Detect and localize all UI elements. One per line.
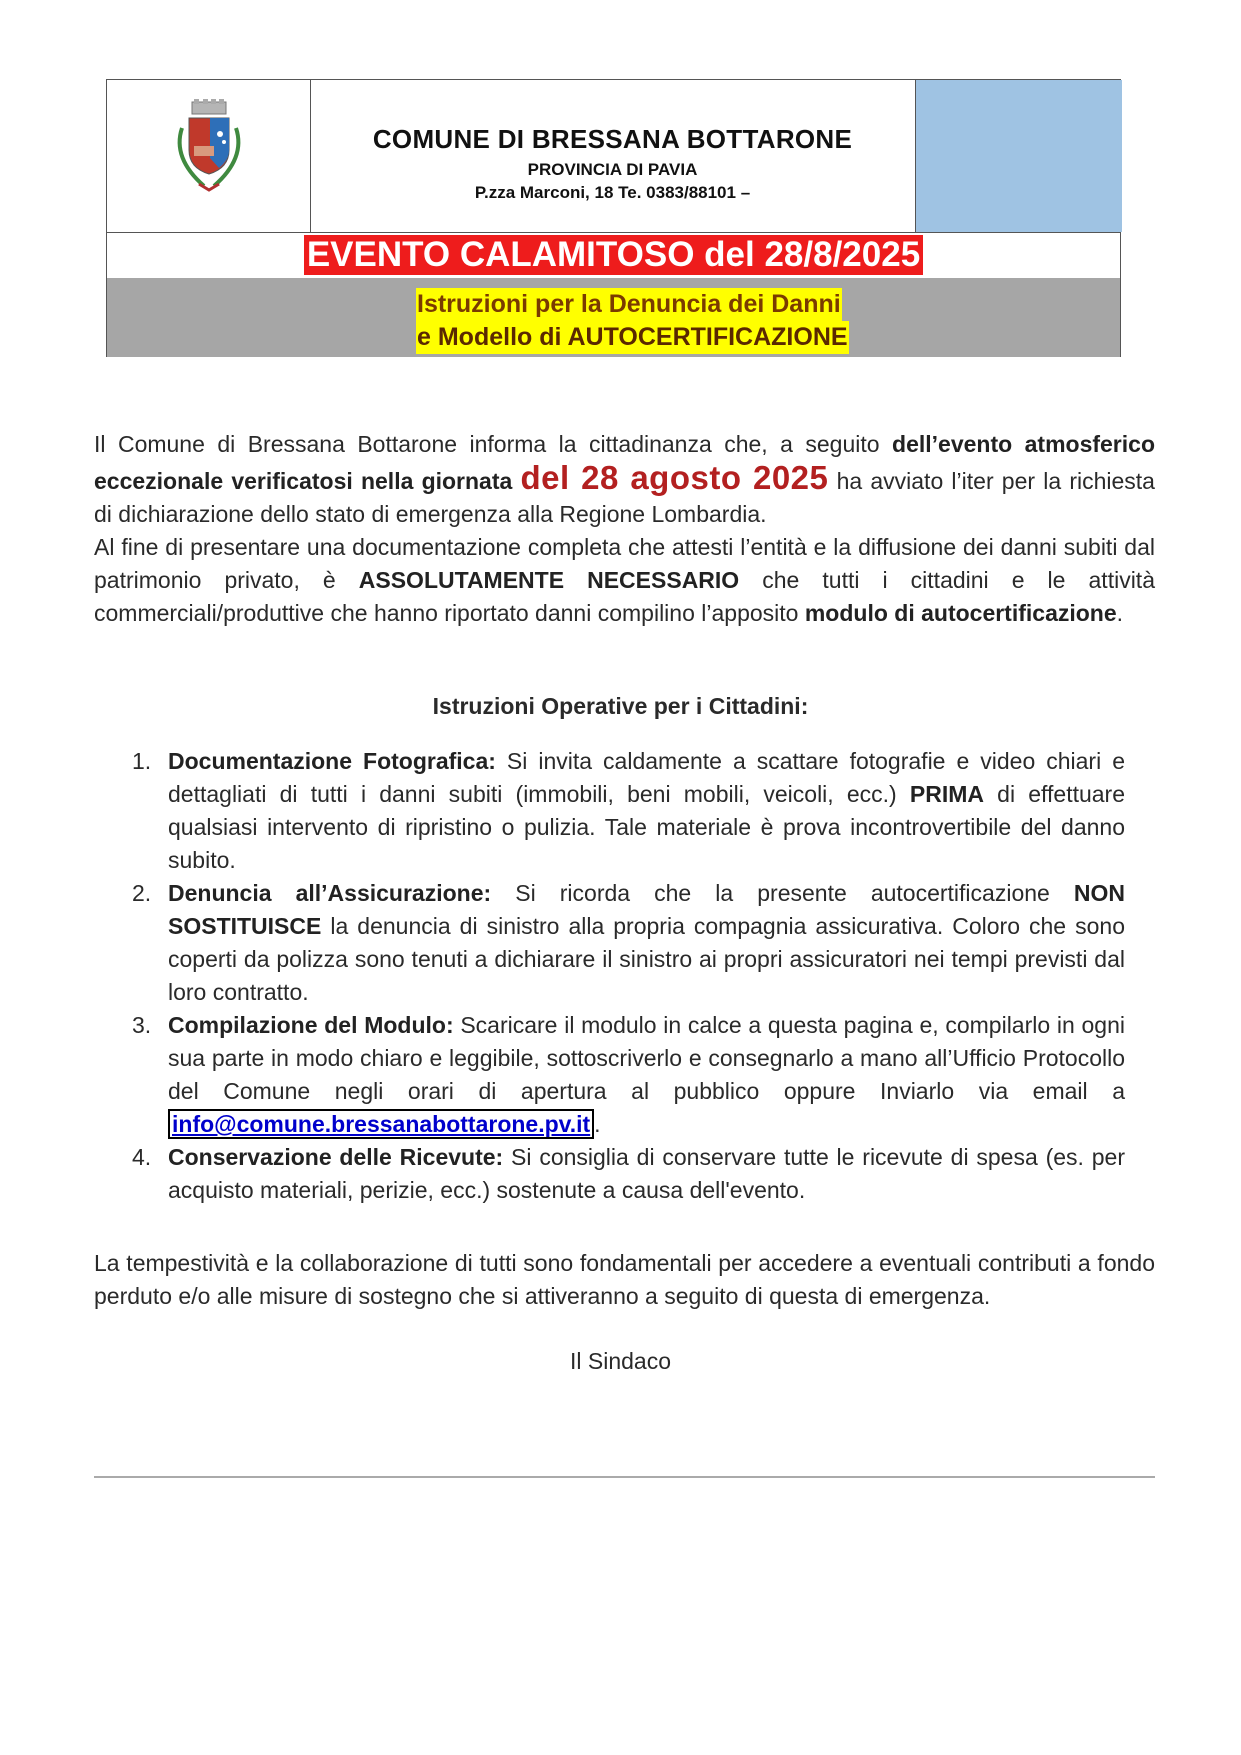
- list-item-title: Documentazione Fotografica:: [168, 748, 496, 774]
- intro-bold-text: modulo di autocertificazione: [804, 600, 1117, 626]
- subtitle-line-2: e Modello di AUTOCERTIFICAZIONE: [416, 321, 849, 354]
- list-item: [130, 1141, 1125, 1207]
- divider: [94, 1476, 1155, 1478]
- intro-text: che tutti i cittadini e le attività commerciali/produttive che hanno riportato danni compilino l’apposito: [94, 567, 1155, 626]
- intro-bold-text: ASSOLUTAMENTE NECESSARIO: [358, 567, 740, 593]
- list-item-bold: NON SOSTITUISCE: [168, 880, 1126, 939]
- list-item-title: Conservazione delle Ricevute:: [168, 1144, 504, 1170]
- coat-of-arms-logo: [164, 98, 254, 198]
- subtitle-row: [107, 278, 1120, 357]
- intro-text: Il Comune di Bressana Bottarone informa la cittadinanza che, a seguito: [94, 431, 893, 457]
- list-item-bold: PRIMA: [909, 781, 984, 807]
- signature: Il Sindaco: [569, 1348, 671, 1374]
- list-item: [130, 745, 1125, 877]
- list-item-text: la denuncia di sinistro alla propria compagnia assicurativa. Coloro che sono coperti da polizza sono tenuti a dichiarare il sinistro ai propri assicuratori nei tempi previsti dal loro contratto.: [168, 913, 1125, 1005]
- intro-text: ha avviato l’iter per la richiesta di dichiarazione dello stato di emergenza alla Regione Lombardia.: [94, 468, 1155, 527]
- list-item-title: Compilazione del Modulo:: [168, 1012, 454, 1038]
- event-date-highlight: del 28 agosto 2025: [520, 459, 829, 496]
- event-banner-row: [107, 232, 1120, 279]
- list-number: 2.: [132, 880, 152, 906]
- header-title-cell: [310, 80, 915, 232]
- header-row-top: [107, 80, 1120, 233]
- section-title: Istruzioni Operative per i Cittadini:: [432, 693, 809, 719]
- intro-text: .: [1116, 600, 1124, 626]
- subtitle-line-1: Istruzioni per la Denuncia dei Danni: [416, 288, 842, 321]
- list-item: [130, 877, 1125, 1009]
- province-name: PROVINCIA DI PAVIA: [527, 160, 698, 179]
- list-item-text: Si ricorda che la presente autocertificazione: [491, 880, 1074, 906]
- logo-cell: [107, 80, 311, 232]
- list-number: 4.: [132, 1144, 152, 1170]
- list-item: [130, 1009, 1125, 1141]
- list-item-text: Si consiglia di conservare tutte le ricevute di spesa (es. per acquisto materiali, perizie, ecc.) sostenute a causa dell'evento.: [168, 1144, 1125, 1203]
- list-item-text: di effettuare qualsiasi intervento di ripristino o pulizia. Tale materiale è prova incontrovertibile del danno subito.: [168, 781, 1126, 873]
- email-link[interactable]: info@comune.bressanabottarone.pv.it: [168, 1109, 594, 1139]
- header-table: [106, 79, 1121, 357]
- municipality-name: COMUNE DI BRESSANA BOTTARONE: [372, 124, 853, 154]
- intro-text: Al fine di presentare una documentazione completa che attesti l’entità e la diffusione dei danni subiti dal patrimonio privato, è: [94, 534, 1155, 593]
- list-item-text: Si invita caldamente a scattare fotografie e video chiari e dettagliati di tutti i danni subiti (immobili, beni mobili, veicoli, ecc.): [168, 748, 1125, 807]
- event-banner: EVENTO CALAMITOSO del 28/8/2025: [304, 235, 923, 275]
- list-item-text: Scaricare il modulo in calce a questa pagina e, compilarlo in ogni sua parte in modo chiaro e leggibile, sottoscriverlo e consegnarlo a mano all’Ufficio Protocollo del Comune negli orari di apertura al pubblico oppure Inviarlo via email a: [168, 1012, 1125, 1104]
- closing-paragraph: La tempestività e la collaborazione di tutti sono fondamentali per accedere a eventuali contributi a fondo perduto e/o alle misure di sostegno che si attiveranno a seguito di questa di emergenza.: [94, 1250, 1155, 1309]
- municipality-address: P.zza Marconi, 18 Te. 0383/88101 –: [474, 183, 751, 202]
- list-item-title: Denuncia all’Assicurazione:: [168, 880, 492, 906]
- intro-bold-text: dell’evento atmosferico eccezionale verificatosi nella giornata: [94, 431, 1155, 494]
- intro-paragraph: [94, 428, 1155, 630]
- list-item-text: .: [594, 1111, 601, 1137]
- instructions-list: [130, 745, 1125, 1207]
- list-number: 3.: [132, 1012, 152, 1038]
- blue-header-cell: [915, 80, 1122, 232]
- list-number: 1.: [132, 748, 152, 774]
